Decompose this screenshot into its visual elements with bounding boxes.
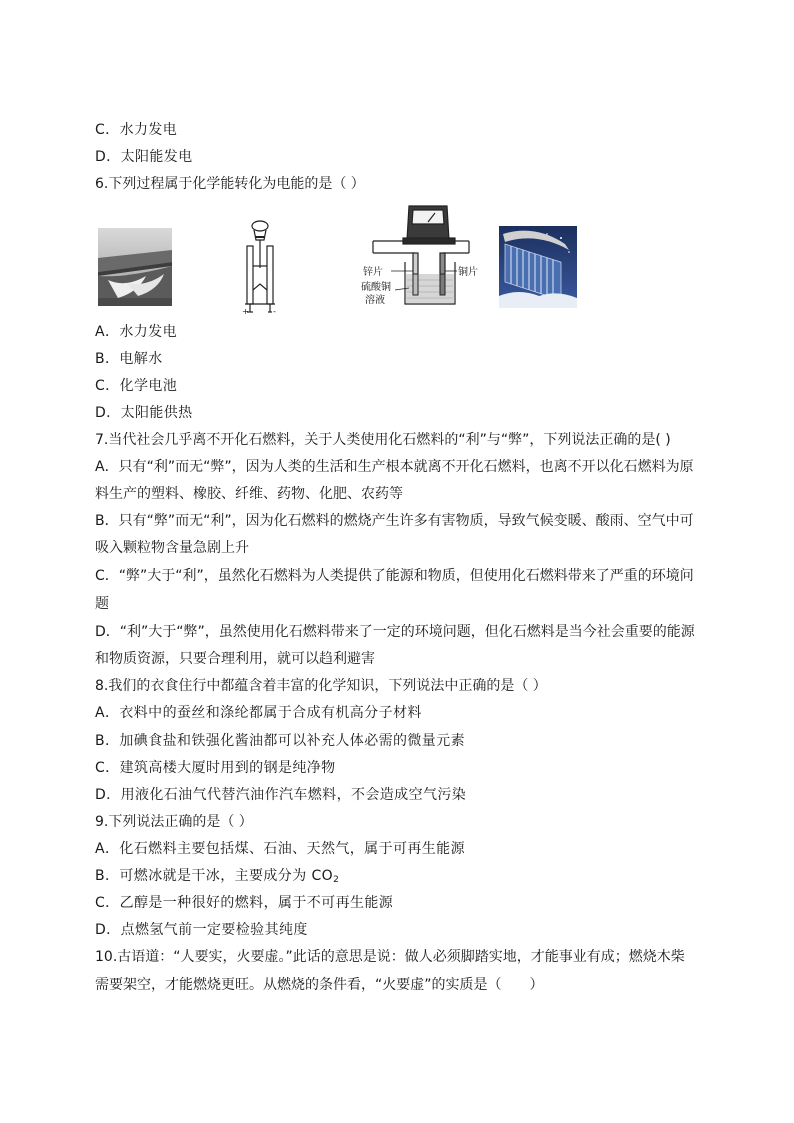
q10-stem-line1: 10.古语道：“人要实，火要虚。”此话的意思是说：做人必须脚踏实地，才能事业有成；燃烧木柴 bbox=[95, 949, 685, 965]
zinc-label: 锌片 bbox=[363, 267, 383, 278]
q7-option-a-line2: 料生产的塑料、橡胶、纤维、药物、化肥、农药等 bbox=[95, 486, 403, 502]
q9-option-b-text: B．可燃冰就是干冰，主要成分为 CO bbox=[95, 868, 334, 884]
q5-option-d: D．太阳能发电 bbox=[95, 149, 193, 165]
q7-option-b-line1: B．只有“弊”而无“利”，因为化石燃料的燃烧产生许多有害物质，导致气候变暖、酸雨、空气中可 bbox=[95, 513, 694, 529]
q5-option-c: C．水力发电 bbox=[95, 122, 178, 138]
water-electrolysis-apparatus-diagram bbox=[235, 218, 285, 316]
q7-option-c-line2: 题 bbox=[95, 596, 109, 612]
q6-option-b: B．电解水 bbox=[95, 351, 163, 367]
q9-option-b bbox=[95, 866, 705, 890]
q7-option-d-line1: D．“利”大于“弊”，虽然使用化石燃料带来了一定的环境问题，但化石燃料是当今社会重要的能源 bbox=[95, 624, 695, 640]
q8-option-d: D．用液化石油气代替汽油作汽车燃料，不会造成空气污染 bbox=[95, 787, 467, 803]
svg-text:-: - bbox=[273, 307, 276, 316]
solution-label-line2: 溶液 bbox=[365, 295, 385, 306]
q7-option-c-line1: C．“弊”大于“利”，虽然化石燃料为人类提供了能源和物质，但使用化石燃料带来了严重的环境问 bbox=[95, 568, 694, 584]
q7-option-d-line2: 和物质资源，只要合理利用，就可以趋利避害 bbox=[95, 651, 375, 667]
copper-label: 铜片 bbox=[458, 267, 478, 278]
q6-option-a: A．水力发电 bbox=[95, 324, 177, 340]
q6-stem: 6.下列过程属于化学能转化为电能的是（ ） bbox=[95, 176, 365, 192]
chemical-cell-diagram bbox=[357, 204, 482, 312]
q9-stem: 9.下列说法正确的是（ ） bbox=[95, 814, 253, 830]
q9-option-d: D．点燃氢气前一定要检验其纯度 bbox=[95, 922, 308, 938]
svg-text:+: + bbox=[242, 307, 249, 316]
q9-option-c: C．乙醇是一种很好的燃料，属于不可再生能源 bbox=[95, 895, 394, 911]
q8-option-a: A．衣料中的蚕丝和涤纶都属于合成有机高分子材料 bbox=[95, 705, 422, 721]
q6-figures bbox=[95, 218, 595, 316]
q8-option-b: B．加碘食盐和铁强化酱油都可以补充人体必需的微量元素 bbox=[95, 733, 466, 749]
q7-option-a-line1: A．只有“利”而无“弊”，因为人类的生活和生产根本就离不开化石燃料，也离不开以化石燃料为原 bbox=[95, 459, 694, 475]
q9-option-b-subscript: 2 bbox=[333, 875, 340, 885]
solution-label-line1: 硫酸铜 bbox=[361, 282, 391, 293]
dam-photo-image bbox=[98, 228, 172, 306]
q9-option-a: A．化石燃料主要包括煤、石油、天然气，属于可再生能源 bbox=[95, 841, 465, 857]
q7-option-b-line2: 吸入颗粒物含量急剧上升 bbox=[95, 540, 249, 556]
q7-stem: 7.当代社会几乎离不开化石燃料，关于人类使用化石燃料的“利”与“弊”，下列说法正确的是( ) bbox=[95, 432, 671, 448]
q6-option-d: D．太阳能供热 bbox=[95, 405, 193, 421]
q8-stem: 8.我们的衣食住行中都蕴含着丰富的化学知识，下列说法中正确的是（ ） bbox=[95, 678, 547, 694]
solar-water-heater-image bbox=[499, 226, 577, 308]
q6-option-c: C．化学电池 bbox=[95, 378, 178, 394]
q10-stem-line2: 需要架空，才能燃烧更旺。从燃烧的条件看，“火要虚”的实质是（ ） bbox=[95, 977, 544, 993]
q8-option-c: C．建筑高楼大厦时用到的钢是纯净物 bbox=[95, 760, 336, 776]
